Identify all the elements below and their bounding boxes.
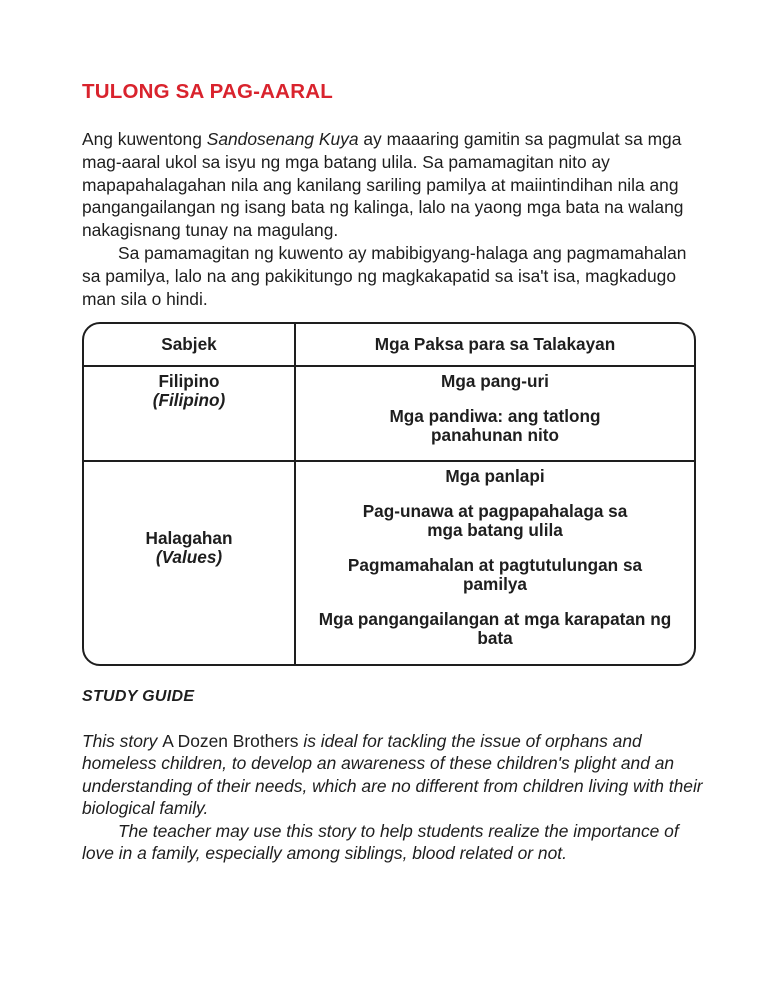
topic-item: Mga pang-uri: [441, 371, 549, 391]
subject-english: (Filipino): [152, 390, 226, 410]
topics-cell: [295, 366, 694, 461]
topic-item: Pagmamahalan at pagtutulungan sa pamilya: [347, 554, 643, 594]
topics-table: [84, 324, 694, 664]
subject-cell: [84, 461, 295, 664]
topic-item: Mga pangangailangan at mga karapatan ng bata: [318, 608, 672, 648]
header-subject: Sabjek: [84, 324, 295, 366]
table-row: [84, 366, 694, 461]
intro-p1-after: ay maaaring gamitin sa pagmulat sa mga mag-aaral ukol sa isyu ng mga batang ulila. Sa pamamagitan nito ay mapapahalagahan nila ang kanilang sariling pamilya at maiintindihan nila ang pangangailangan ng isang bata ng kalinga, lalo na yaong mga bata na walang nakagisnang tunay na magulang.: [82, 129, 684, 241]
topic-item: Pag-unawa at pagpapahalaga sa mga batang ulila: [362, 500, 628, 540]
header-topics: Mga Paksa para sa Talakayan: [295, 324, 694, 366]
topic-item: Mga pandiwa: ang tatlong panahunan nito: [389, 405, 601, 445]
intro-p1-before: Ang kuwentong: [82, 129, 207, 149]
table-row: [84, 461, 694, 664]
topics-cell: [295, 461, 694, 664]
page-heading: TULONG SA PAG-AARAL: [82, 80, 333, 103]
discussion-topics-table: [82, 322, 696, 666]
subject-name: Filipino: [158, 371, 220, 391]
intro-text: [82, 128, 702, 310]
story-title-filipino: Sandosenang Kuya: [206, 129, 359, 149]
guide-p1-after: is ideal for tackling the issue of orphans and homeless children, to develop an awareness of these children's plight and an understanding of their needs, which are no different from children living with their biological family.: [82, 731, 703, 819]
guide-paragraph-2: The teacher may use this story to help students realize the importance of love in a family, especially among siblings, blood related or not.: [82, 820, 679, 864]
intro-paragraph-1: [82, 128, 702, 242]
table-header-row: [84, 324, 694, 366]
guide-paragraph-1: [82, 730, 707, 820]
story-title-english: A Dozen Brothers: [162, 731, 299, 751]
subject-english: (Values): [155, 547, 223, 567]
topic-item: Mga panlapi: [445, 466, 545, 486]
subject-cell: [84, 366, 295, 461]
subject-name: Halagahan: [145, 528, 233, 548]
study-guide-text: [82, 730, 707, 864]
study-guide-title: STUDY GUIDE: [82, 688, 195, 705]
guide-p1-before: This story: [82, 731, 163, 751]
intro-paragraph-2: Sa pamamagitan ng kuwento ay mabibigyang-halaga ang pagmamahalan sa pamilya, lalo na ang pakikitungo ng magkakapatid sa isa't isa, magkadugo man sila o hindi.: [82, 242, 687, 309]
